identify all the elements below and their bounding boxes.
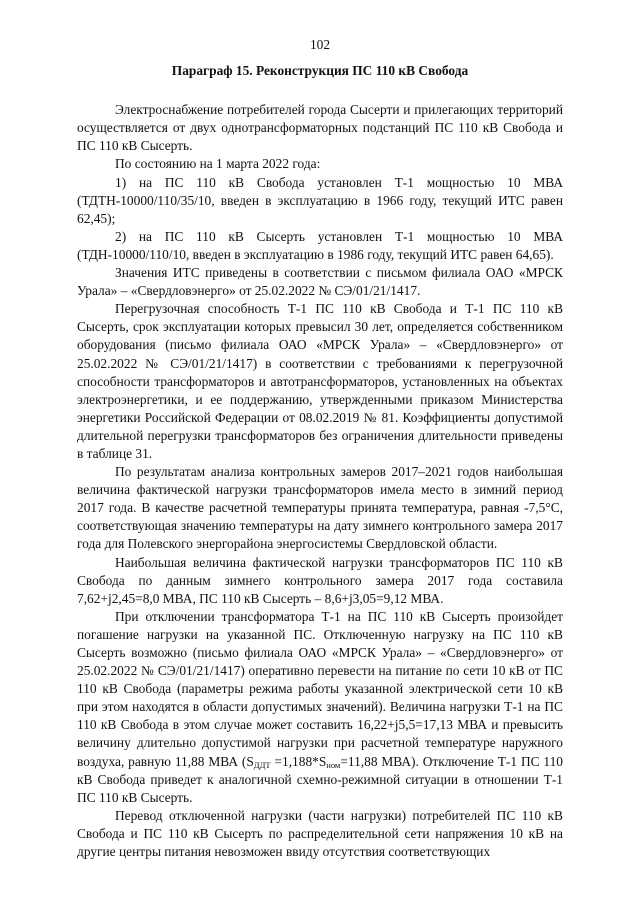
- paragraph: По результатам анализа контрольных замеров 2017–2021 годов наибольшая величина фактической нагрузки трансформаторов имела место в зимний период 2017 года. В качестве расчетной температуры принята температура, равная -7,5°С, соответствующая значению температуры на дату зимнего контрольного замера 2017 года для Полевского энергорайона энергосистемы Свердловской области.: [77, 464, 563, 552]
- document-page: [77, 36, 563, 861]
- paragraph: 1) на ПС 110 кВ Свобода установлен Т-1 мощностью 10 МВА (ТДТН-10000/110/35/10, введен в эксплуатацию в 1966 году, текущий ИТС равен 62,45);: [77, 174, 563, 226]
- paragraph-text: При отключении трансформатора Т-1 на ПС 110 кВ Сысерть произойдет погашение нагрузки на указанной ПС. Отключенную нагрузку на ПС 110 кВ Сысерть возможно (письмо филиала ОАО «МРСК Урала» – «Свердловэнерго» от 25.02.2022 № СЭ/01/21/1417) оперативно перевести на питание по сети 10 кВ от ПС 110 кВ Свобода (параметры режима работы указанной электрической сети 10 кВ при этом находятся в области допустимых значений). Величина нагрузки Т-1 на ПС 110 кВ Свобода в этом случае может составить 16,22+j5,5=17,13 МВА и превысить величину длительно допустимой нагрузки при расчетной температуре наружного воздуха, равную 11,88 МВА (S: [77, 608, 563, 769]
- paragraph: Значения ИТС приведены в соответствии с письмом филиала ОАО «МРСК Урала» – «Свердловэнерго» от 25.02.2022 № СЭ/01/21/1417.: [77, 265, 563, 299]
- paragraph: Перегрузочная способность Т-1 ПС 110 кВ Свобода и Т-1 ПС 110 кВ Сысерть, срок эксплуатации которых превысил 30 лет, определяется собственником оборудования (письмо филиала ОАО «МРСК Урала» – «Свердловэнерго» от 25.02.2022 № СЭ/01/21/1417) в соответствии с требованиями к перегрузочной способности трансформаторов и автотрансформаторов, установленных на объектах электроэнергетики, и ее поддержанию, утвержденными приказом Министерства энергетики Российской Федерации от 08.02.2019 № 81. Коэффициенты допустимой длительной перегрузки трансформаторов без ограничения длительности приведены в таблице 31.: [77, 301, 563, 461]
- paragraph-text: =11,88 МВА). Отключение Т-1 ПС 110 кВ Свобода приведет к аналогичной схемно-режимной ситуации в отношении Т-1 ПС 110 кВ Сысерть.: [77, 753, 564, 805]
- subscript: ДДТ: [253, 759, 271, 770]
- paragraph-text: =1,188*S: [270, 753, 327, 769]
- paragraph: Электроснабжение потребителей города Сысерти и прилегающих территорий осуществляется от двух однотрансформаторных подстанций ПС 110 кВ Свобода и ПС 110 кВ Сысерть.: [77, 102, 563, 154]
- paragraph: [77, 608, 563, 807]
- page-number: 102: [309, 37, 331, 52]
- subscript: ном: [326, 759, 341, 770]
- paragraph: 2) на ПС 110 кВ Сысерть установлен Т-1 мощностью 10 МВА (ТДН-10000/110/10, введен в эксплуатацию в 1986 году, текущий ИТС равен 64,65).: [77, 228, 563, 262]
- section-heading: Параграф 15. Реконструкция ПС 110 кВ Свобода: [171, 63, 469, 79]
- paragraph: Перевод отключенной нагрузки (части нагрузки) потребителей ПС 110 кВ Свобода и ПС 110 кВ Сысерть по распределительной сети напряжения 10 кВ на другие центры питания невозможен ввиду отсутствия соответствующих: [77, 807, 563, 860]
- paragraph: По состоянию на 1 марта 2022 года:: [115, 156, 321, 172]
- paragraph: Наибольшая величина фактической нагрузки трансформаторов ПС 110 кВ Свобода по данным зимнего контрольного замера 2017 года составила 7,62+j2,45=8,0 МВА, ПС 110 кВ Сысерть – 8,6+j3,05=9,12 МВА.: [77, 554, 563, 606]
